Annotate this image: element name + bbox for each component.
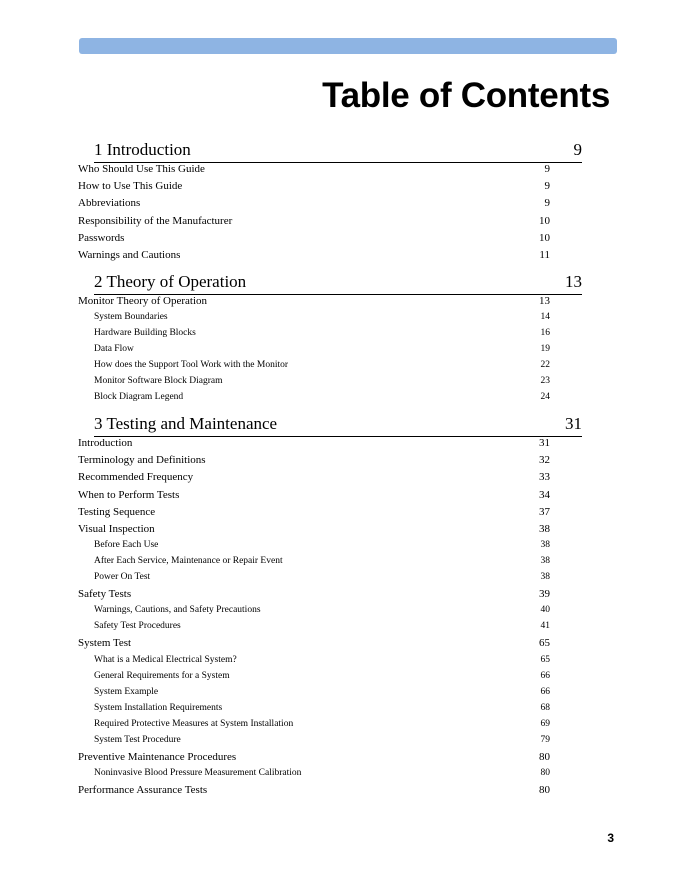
entry-page: 14 <box>540 312 550 323</box>
entry-title: Abbreviations <box>78 197 141 210</box>
entry-page: 9 <box>544 197 550 210</box>
toc-subentry[interactable] <box>94 312 550 328</box>
entry-page: 38 <box>539 523 550 535</box>
entry-page: 40 <box>540 605 550 616</box>
toc-subentry[interactable] <box>94 687 550 703</box>
entry-title: Visual Inspection <box>78 523 155 535</box>
page-title: Table of Contents <box>322 76 610 115</box>
entry-title: Responsibility of the Manufacturer <box>78 214 233 227</box>
chapter-heading[interactable] <box>94 140 582 163</box>
entry-title: Required Protective Measures at System Installation <box>94 718 294 729</box>
toc-entry[interactable] <box>78 249 550 265</box>
entry-page: 9 <box>544 163 550 175</box>
entry-title: System Boundaries <box>94 312 168 323</box>
entry-page: 66 <box>540 670 550 681</box>
toc-subentry[interactable] <box>94 621 550 637</box>
entry-page: 69 <box>540 718 550 729</box>
entry-title: Warnings, Cautions, and Safety Precautions <box>94 605 261 616</box>
chapter-title: 2 Theory of Operation <box>94 272 247 291</box>
toc-entry[interactable] <box>78 295 550 311</box>
entry-title: Warnings and Cautions <box>78 249 181 261</box>
entry-title: Safety Tests <box>78 588 132 601</box>
entry-title: After Each Service, Maintenance or Repair Event <box>94 556 283 567</box>
entry-title: Before Each Use <box>94 540 159 551</box>
entry-page: 68 <box>540 702 550 713</box>
toc-subentry[interactable] <box>94 392 550 408</box>
entry-page: 66 <box>540 686 550 697</box>
entry-title: Preventive Maintenance Procedures <box>78 750 237 763</box>
entry-title: General Requirements for a System <box>94 670 230 681</box>
entry-page: 80 <box>539 750 550 763</box>
chapter-heading[interactable] <box>94 414 582 437</box>
toc-subentry[interactable] <box>94 572 550 588</box>
entry-title: System Installation Requirements <box>94 702 223 713</box>
entry-title: Power On Test <box>94 572 151 583</box>
toc-subentry[interactable] <box>94 540 550 556</box>
entry-page: 38 <box>540 572 550 583</box>
chapter-page: 13 <box>565 272 582 291</box>
entry-page: 65 <box>540 654 550 665</box>
toc-entry[interactable] <box>78 471 550 487</box>
entry-title: System Test <box>78 637 132 650</box>
toc-subentry[interactable] <box>94 360 550 376</box>
entry-title: What is a Medical Electrical System? <box>94 654 237 665</box>
entry-title: Block Diagram Legend <box>94 392 184 403</box>
entry-title: Recommended Frequency <box>78 471 194 484</box>
page-number: 3 <box>607 831 614 845</box>
toc-subentry[interactable] <box>94 376 550 392</box>
entry-page: 16 <box>540 328 550 339</box>
entry-title: Data Flow <box>94 344 134 355</box>
toc-entry[interactable] <box>78 637 550 653</box>
entry-page: 31 <box>539 437 550 449</box>
entry-page: 13 <box>539 295 550 307</box>
toc-entry[interactable] <box>78 197 550 213</box>
toc-entry[interactable] <box>78 489 550 505</box>
entry-title: Passwords <box>78 231 125 244</box>
entry-page: 23 <box>540 376 550 387</box>
toc-entry[interactable] <box>78 588 550 604</box>
toc-entry[interactable] <box>78 523 550 539</box>
toc-subentry[interactable] <box>94 556 550 572</box>
entry-page: 79 <box>540 734 550 745</box>
chapter-heading[interactable] <box>94 272 582 295</box>
toc-entry[interactable] <box>78 506 550 522</box>
entry-page: 34 <box>539 488 550 501</box>
toc-subentry[interactable] <box>94 605 550 621</box>
entry-page: 9 <box>544 180 550 193</box>
toc-subentry[interactable] <box>94 655 550 671</box>
toc-entry[interactable] <box>78 454 550 470</box>
entry-title: Hardware Building Blocks <box>94 328 196 339</box>
chapter-title: 1 Introduction <box>94 140 191 159</box>
entry-title: System Example <box>94 686 159 697</box>
entry-page: 65 <box>539 637 550 650</box>
entry-page: 32 <box>539 454 550 467</box>
toc-entry[interactable] <box>78 437 550 453</box>
entry-title: System Test Procedure <box>94 734 181 745</box>
toc-subentry[interactable] <box>94 735 550 751</box>
toc-subentry[interactable] <box>94 328 550 344</box>
entry-title: Testing Sequence <box>78 505 156 518</box>
entry-page: 37 <box>539 505 550 518</box>
toc-entry[interactable] <box>78 232 550 248</box>
entry-page: 11 <box>539 249 550 261</box>
entry-title: Performance Assurance Tests <box>78 783 208 796</box>
entry-title: How to Use This Guide <box>78 180 183 193</box>
toc-entry[interactable] <box>78 180 550 196</box>
entry-title: Noninvasive Blood Pressure Measurement Calibration <box>94 767 302 778</box>
entry-title: Terminology and Definitions <box>78 454 206 467</box>
entry-page: 38 <box>540 556 550 567</box>
chapter-title: 3 Testing and Maintenance <box>94 414 278 433</box>
entry-title: Introduction <box>78 437 133 449</box>
chapter-page: 9 <box>573 140 582 159</box>
chapter-page: 31 <box>565 414 582 433</box>
entry-page: 80 <box>540 767 550 778</box>
entry-page: 22 <box>540 360 550 371</box>
entry-page: 33 <box>539 471 550 484</box>
toc-subentry[interactable] <box>94 703 550 719</box>
entry-page: 39 <box>539 588 550 601</box>
entry-title: When to Perform Tests <box>78 488 180 501</box>
entry-page: 80 <box>539 783 550 796</box>
entry-page: 41 <box>540 621 550 632</box>
toc-entry[interactable] <box>78 751 550 767</box>
entry-page: 10 <box>539 214 550 227</box>
entry-title: Who Should Use This Guide <box>78 163 205 175</box>
entry-page: 38 <box>540 540 550 551</box>
entry-title: How does the Support Tool Work with the Monitor <box>94 360 289 371</box>
entry-title: Monitor Software Block Diagram <box>94 376 223 387</box>
entry-title: Safety Test Procedures <box>94 621 181 632</box>
toc-subentry[interactable] <box>94 344 550 360</box>
entry-title: Monitor Theory of Operation <box>78 295 208 307</box>
toc-entry[interactable] <box>78 784 550 800</box>
entry-page: 10 <box>539 231 550 244</box>
toc-entry[interactable] <box>78 163 550 179</box>
toc-subentry[interactable] <box>94 671 550 687</box>
toc-subentry[interactable] <box>94 719 550 735</box>
toc-entry[interactable] <box>78 215 550 231</box>
entry-page: 19 <box>540 344 550 355</box>
entry-page: 24 <box>540 392 550 403</box>
toc-subentry[interactable] <box>94 768 550 784</box>
